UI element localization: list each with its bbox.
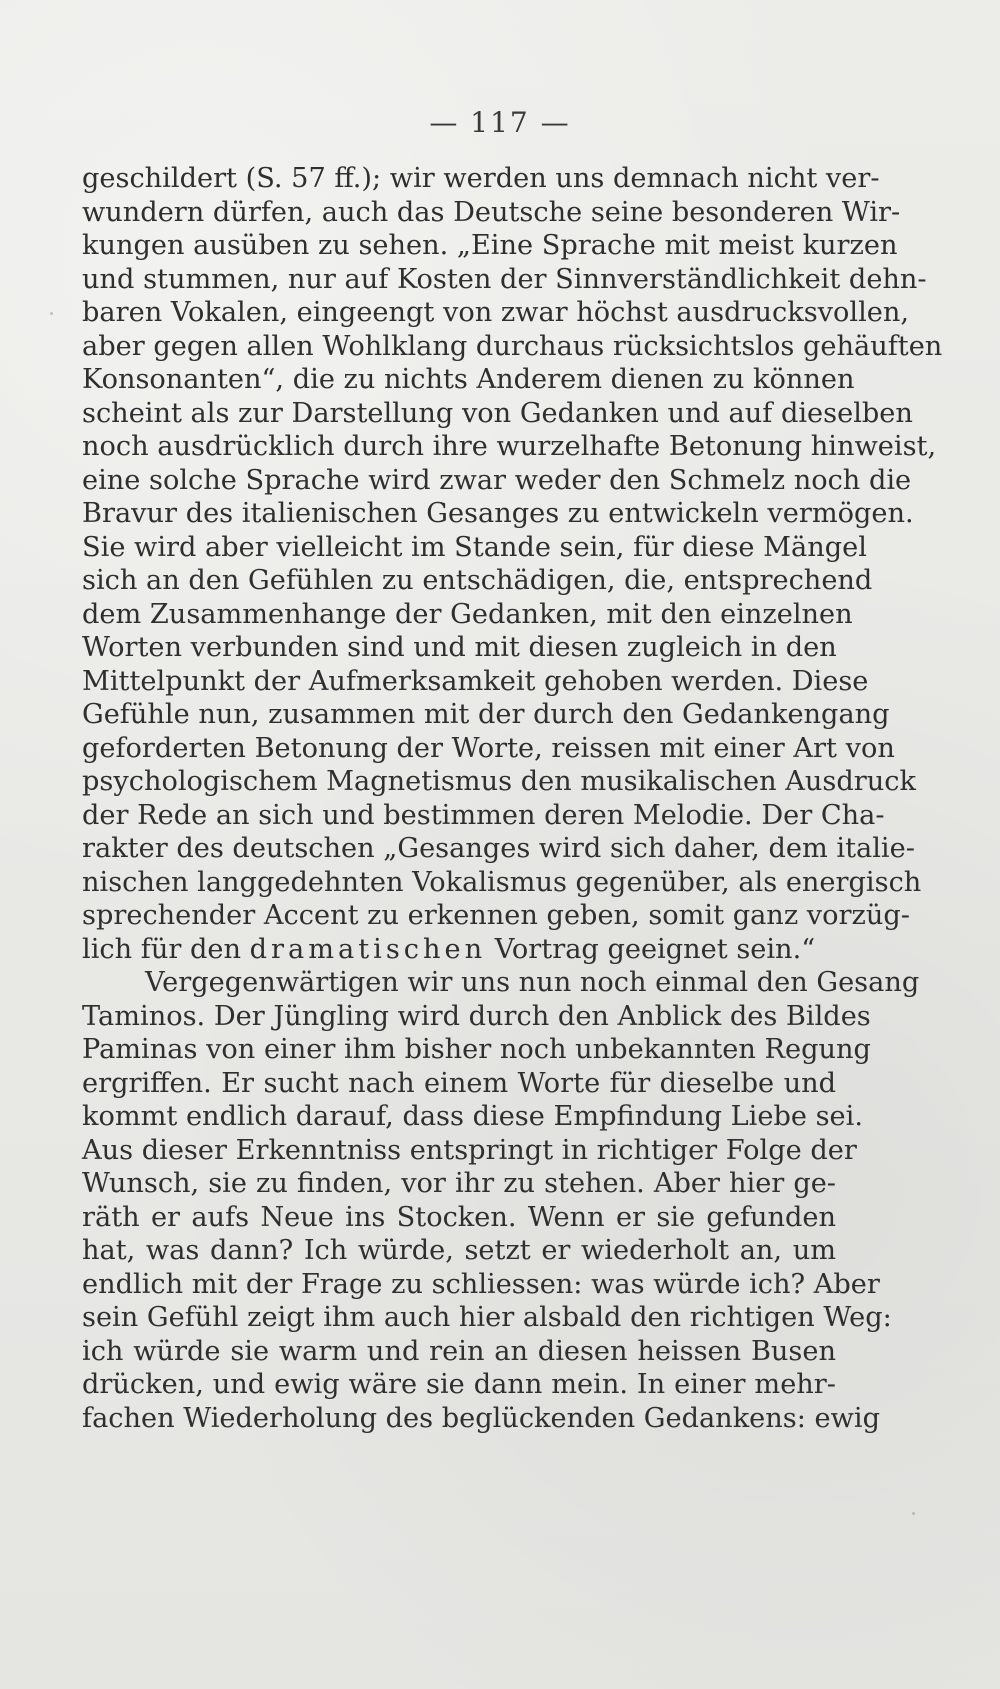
text-line: rakter des deutschen „Gesanges wird sich daher, dem italie-	[82, 833, 915, 864]
text-line: kungen ausüben zu sehen. „Eine Sprache mit meist kurzen	[82, 230, 898, 261]
paper-speck	[912, 1512, 915, 1515]
paragraph-first-line: Vergegenwärtigen wir uns nun noch einmal den Gesang	[145, 967, 920, 998]
paper-speck	[50, 312, 53, 315]
text-line: psychologischem Magnetismus den musikalischen Ausdruck	[82, 766, 916, 797]
text-line: baren Vokalen, eingeengt von zwar höchst ausdrucksvollen,	[82, 297, 910, 328]
text-line: ergriffen. Er sucht nach einem Worte für dieselbe und	[82, 1067, 836, 1099]
text-line: und stummen, nur auf Kosten der Sinnverständlichkeit dehn-	[82, 263, 927, 295]
text-line: wundern dürfen, auch das Deutsche seine besonderen Wir-	[82, 196, 901, 228]
paragraph-end-line	[82, 933, 836, 967]
text-line: fachen Wiederholung des beglückenden Gedankens: ewig	[82, 1402, 880, 1434]
text-line: sich an den Gefühlen zu entschädigen, die, entsprechend	[82, 565, 873, 596]
text-line: kommt endlich darauf, dass diese Empfindung Liebe sei.	[82, 1101, 863, 1132]
text-line: sprechender Accent zu erkennen geben, somit ganz vorzüg-	[82, 900, 910, 931]
text-line: der Rede an sich und bestimmen deren Melodie. Der Cha-	[82, 799, 885, 831]
text-line: räth er aufs Neue ins Stocken. Wenn er sie gefunden	[82, 1201, 836, 1233]
text-segment: Vortrag geeignet sein.“	[486, 933, 816, 965]
text-line: dem Zusammenhange der Gedanken, mit den einzelnen	[82, 598, 853, 630]
text-line: sein Gefühl zeigt ihm auch hier alsbald den richtigen Weg:	[82, 1302, 892, 1333]
text-line: Gefühle nun, zusammen mit der durch den Gedankengang	[82, 699, 890, 730]
page-number: — 117 —	[429, 106, 571, 139]
text-segment: lich für den	[82, 933, 250, 965]
body-text	[82, 162, 943, 1435]
text-line: noch ausdrücklich durch ihre wurzelhafte Betonung hinweist,	[82, 431, 937, 462]
text-line: endlich mit der Frage zu schliessen: was würde ich? Aber	[82, 1268, 880, 1300]
text-line: scheint als zur Darstellung von Gedanken und auf dieselben	[82, 397, 913, 429]
text-line: eine solche Sprache wird zwar weder den Schmelz noch die	[82, 464, 912, 496]
text-line: Wunsch, sie zu finden, vor ihr zu stehen. Aber hier ge-	[82, 1168, 836, 1199]
text-line: nischen langgedehnten Vokalismus gegenüber, als energisch	[82, 866, 922, 898]
text-line: Worten verbunden sind und mit diesen zugleich in den	[82, 632, 837, 663]
text-line: drücken, und ewig wäre sie dann mein. In einer mehr-	[82, 1369, 836, 1400]
emphasized-word: dramatischen	[249, 933, 487, 965]
text-line: Mittelpunkt der Aufmerksamkeit gehoben werden. Diese	[82, 665, 869, 697]
text-line: Taminos. Der Jüngling wird durch den Anblick des Bildes	[82, 1000, 871, 1032]
text-line: Aus dieser Erkenntniss entspringt in richtiger Folge der	[82, 1134, 857, 1166]
text-line: aber gegen allen Wohlklang durchaus rücksichtslos gehäuften	[82, 330, 943, 362]
text-line: ich würde sie warm und rein an diesen heissen Busen	[82, 1335, 836, 1367]
text-line: geschildert (S. 57 ff.); wir werden uns demnach nicht ver-	[82, 163, 880, 194]
text-line: Bravur des italienischen Gesanges zu entwickeln vermögen.	[82, 498, 914, 529]
text-line: geforderten Betonung der Worte, reissen mit einer Art von	[82, 732, 895, 764]
text-line: Konsonanten“, die zu nichts Anderem dienen zu können	[82, 364, 855, 395]
text-line: Paminas von einer ihm bisher noch unbekannten Regung	[82, 1034, 871, 1065]
text-line: hat, was dann? Ich würde, setzt er wiederholt an, um	[82, 1235, 836, 1266]
text-line: Sie wird aber vielleicht im Stande sein, für diese Mängel	[82, 531, 867, 563]
